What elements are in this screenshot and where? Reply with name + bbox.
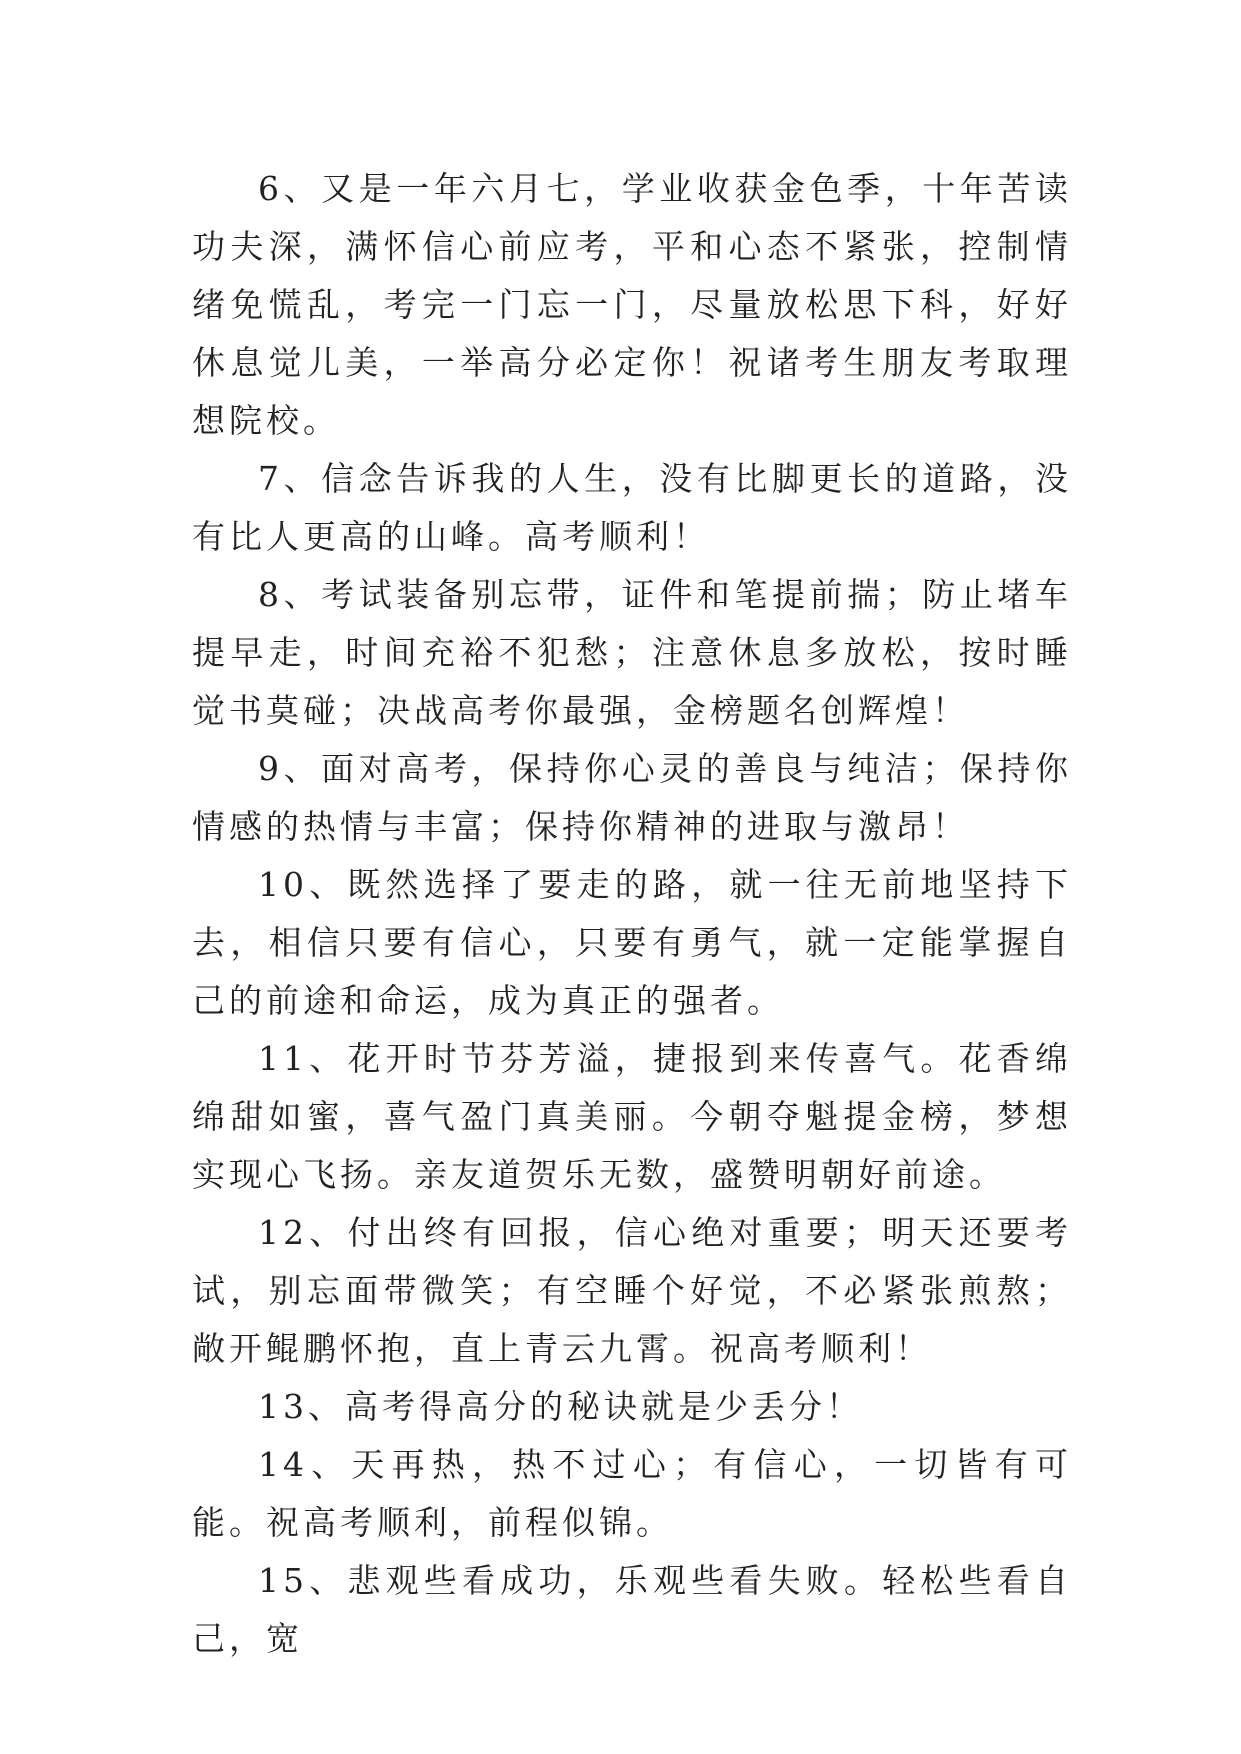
paragraph-15: 15、悲观些看成功，乐观些看失败。轻松些看自己，宽 [192,1561,1072,1658]
paragraph-10: 10、既然选择了要走的路，就一往无前地坚持下去，相信只要有信心，只要有勇气，就一定能掌握自己的前途和命运，成为真正的强者。 [192,865,1072,1020]
paragraph-7: 7、信念告诉我的人生，没有比脚更长的道路，没有比人更高的山峰。高考顺利！ [192,459,1072,556]
paragraph-14: 14、天再热，热不过心；有信心，一切皆有可能。祝高考顺利，前程似锦。 [192,1445,1072,1542]
paragraph-9: 9、面对高考，保持你心灵的善良与纯洁；保持你情感的热情与丰富；保持你精神的进取与激昂！ [192,749,1072,846]
paragraph-13: 13、高考得高分的秘诀就是少丢分！ [258,1387,863,1426]
paragraph-8: 8、考试装备别忘带，证件和笔提前揣；防止堵车提早走，时间充裕不犯愁；注意休息多放松，按时睡觉书莫碰；决战高考你最强，金榜题名创辉煌！ [192,575,1072,730]
paragraph-6: 6、又是一年六月七，学业收获金色季，十年苦读功夫深，满怀信心前应考，平和心态不紧张，控制情绪免慌乱，考完一门忘一门，尽量放松思下科，好好休息觉儿美，一举高分必定你！祝诸考生朋友考取理想院校。 [192,169,1072,440]
paragraph-11: 11、花开时节芬芳溢，捷报到来传喜气。花香绵绵甜如蜜，喜气盈门真美丽。今朝夺魁提金榜，梦想实现心飞扬。亲友道贺乐无数，盛赞明朝好前途。 [192,1039,1072,1194]
paragraph-12: 12、付出终有回报，信心绝对重要；明天还要考试，别忘面带微笑；有空睡个好觉，不必紧张煎熬；敞开鲲鹏怀抱，直上青云九霄。祝高考顺利！ [192,1213,1072,1368]
document-page [192,160,1072,1668]
